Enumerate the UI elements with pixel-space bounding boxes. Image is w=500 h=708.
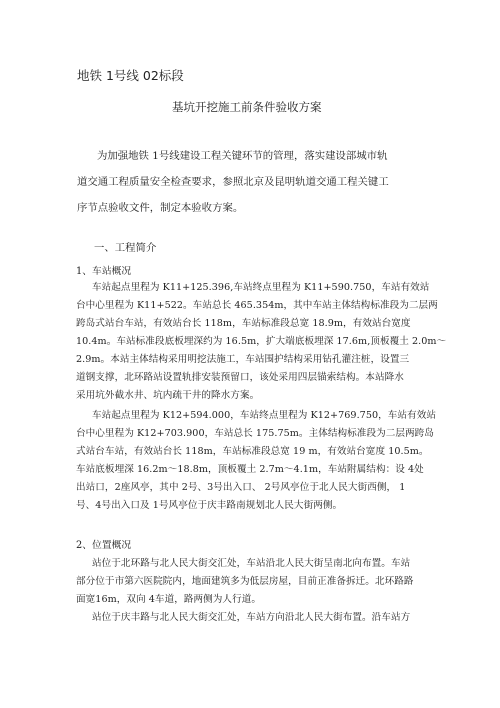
paragraph-line: 车站起点里程为 K12+594.000，车站终点里程为 K12+769.750，车站有效站 xyxy=(92,410,436,421)
paragraph-line: 台中心里程为 K11+522。车站总长 465.354m，其中车站主体结构标准段为二层两 xyxy=(76,300,438,311)
paragraph-line: 车站起点里程为 K11+125.396,车站终点里程为 K11+590.750，车站有效站 xyxy=(92,282,430,293)
section-heading: 一、工程简介 xyxy=(94,242,157,254)
paragraph-line: 式站台车站，有效站台长 118m，车站标准段总宽 19 m，有效站台宽度 10.5m。 xyxy=(76,446,429,457)
intro-line: 道交通工程质量安全检查要求，参照北京及昆明轨道交通工程关键工 xyxy=(77,176,389,188)
paragraph-line: 车站底板埋深 16.2m～18.8m，顶板覆土 2.7m～4.1m，车站附属结构：设 4处 xyxy=(76,464,424,475)
intro-line: 为加强地铁 1号线建设工程关键环节的管理，落实建设部城市轨 xyxy=(97,150,388,162)
subsection-heading: 2、位置概况 xyxy=(76,540,132,551)
paragraph-line: 出站口，2座风亭，其中 2号、3号出入口、 2号风亭位于北人民大街西侧， 1 xyxy=(76,482,406,493)
intro-line: 序节点验收文件，制定本验收方案。 xyxy=(77,202,244,214)
paragraph-line: 面宽16m，双向 4车道，路两侧为人行道。 xyxy=(76,594,262,605)
paragraph-line: 台中心里程为 K12+703.900，车站总长 175.75m。主体结构标准段为二层两跨岛 xyxy=(76,428,434,439)
document-title: 地铁 1号线 02标段 xyxy=(77,68,184,83)
paragraph-line: 采用坑外截水井、坑内疏干井的降水方案。 xyxy=(76,390,260,401)
paragraph-line: 道钢支撑，北环路站设置轨排安装预留口，该处采用四层锚索结构。本站降水 xyxy=(76,372,404,383)
paragraph-line: 站位于北环路与北人民大街交汇处，车站沿北人民大街呈南北向布置。车站 xyxy=(92,558,411,569)
paragraph-line: 跨岛式站台车站，有效站台长 118m，车站标准段总宽 18.9m，有效站台宽度 xyxy=(76,318,411,329)
paragraph-line: 部分位于市第六医院院内，地面建筑多为低层房屋，目前正准备拆迁。北环路路 xyxy=(76,576,414,587)
subsection-heading: 1、车站概况 xyxy=(76,266,132,277)
paragraph-line: 2.9m。本站主体结构采用明挖法施工，车站围护结构采用钻孔灌注桩，设置三 xyxy=(76,354,410,365)
paragraph-line: 号、4号出入口及 1号风亭位于庆丰路南规划北人民大街两侧。 xyxy=(76,500,343,511)
paragraph-line: 站位于庆丰路与北人民大街交汇处，车站方向沿北人民大街布置。沿车站方 xyxy=(92,612,411,623)
document-subtitle: 基坑开挖施工前条件验收方案 xyxy=(172,100,322,114)
paragraph-line: 10.4m。车站标准段底板埋深约为 16.5m，扩大端底板埋深 17.6m,顶板覆土 2.0m～ xyxy=(76,336,447,347)
